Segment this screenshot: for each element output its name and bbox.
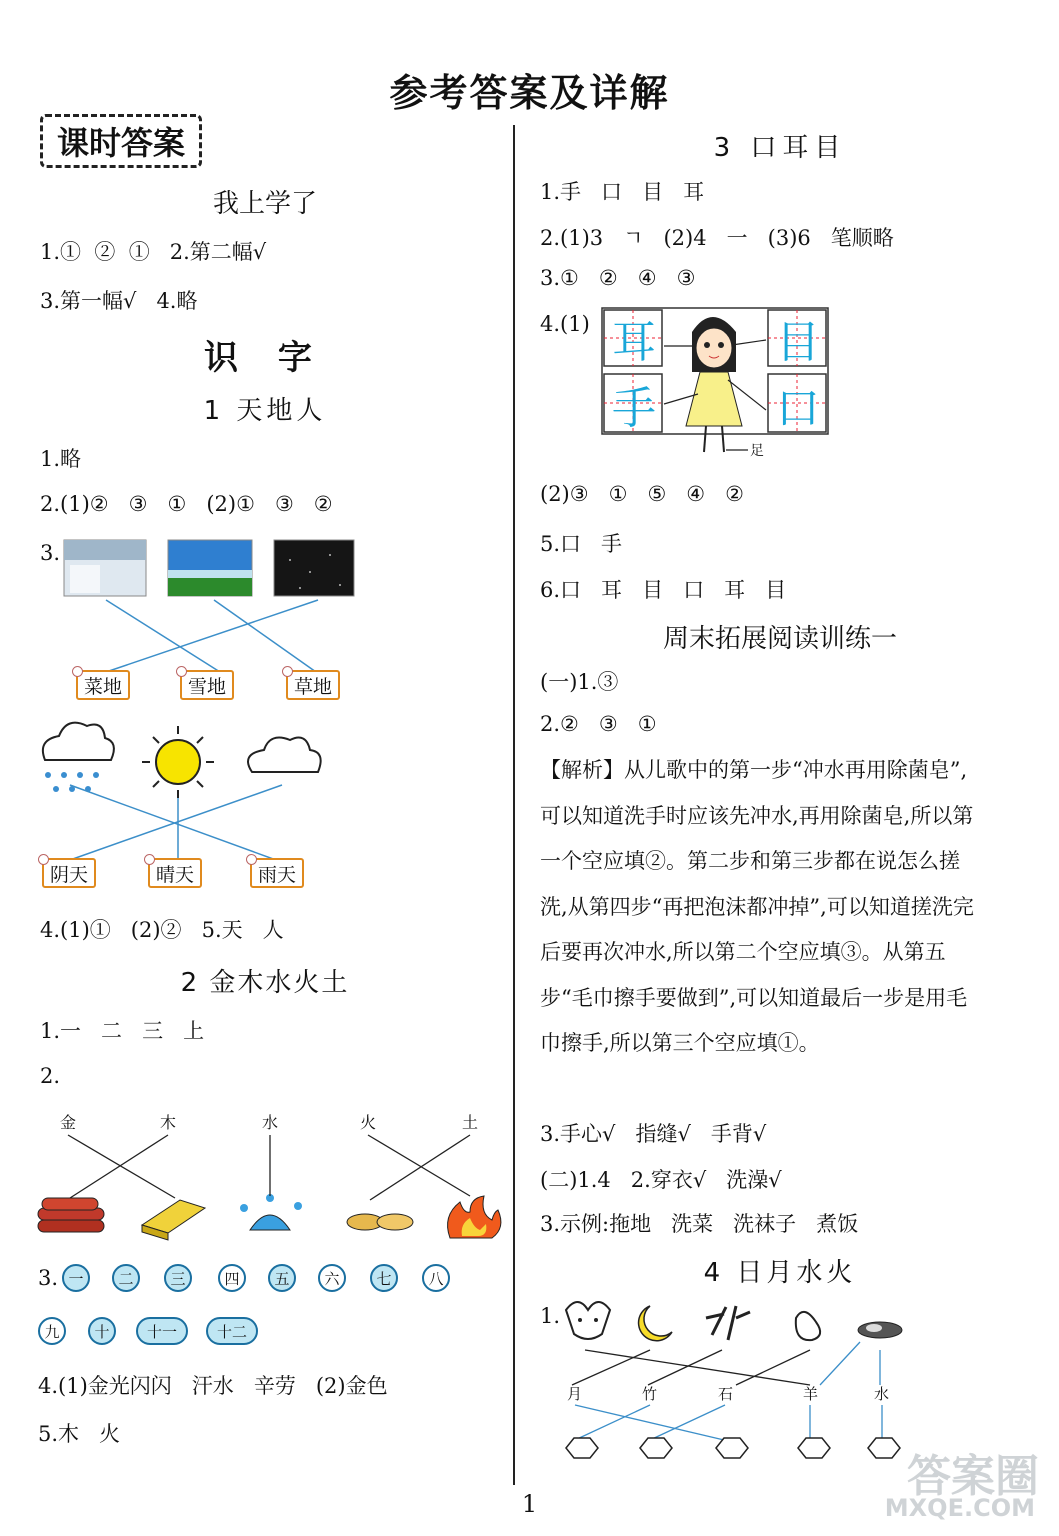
word-box: 晴天 xyxy=(148,858,202,888)
answer-line: (二)1.4 2.穿衣√ 洗澡√ xyxy=(540,1168,782,1192)
char-box: 口 xyxy=(776,383,820,434)
ancient-char-icon xyxy=(566,1438,598,1458)
answer-line: 2. xyxy=(40,1064,61,1088)
watermark: 答案圈 xyxy=(907,1451,1039,1502)
char-label: 石 xyxy=(718,1385,734,1403)
ancient-char-icon xyxy=(716,1438,748,1458)
heading-tdr: 1 天地人 xyxy=(203,396,327,426)
answer-line: 2.(1)3 ㄱ (2)4 一 (3)6 笔顺略 xyxy=(540,226,894,250)
number-circle: 二 xyxy=(112,1264,140,1292)
number-circle: 十一 xyxy=(136,1317,188,1345)
number-circle: 四 xyxy=(218,1264,246,1292)
element-label: 金 xyxy=(60,1113,77,1132)
number-circle: 十二 xyxy=(206,1317,258,1345)
number-circle: 九 xyxy=(38,1317,66,1345)
ancient-char-icon xyxy=(798,1438,830,1458)
answer-line: (2)③ ① ⑤ ④ ② xyxy=(540,482,744,506)
number-circle: 八 xyxy=(422,1264,450,1292)
char-box: 目 xyxy=(776,317,820,368)
char-box: 手 xyxy=(612,383,656,434)
heading-wsx: 我上学了 xyxy=(212,189,317,219)
answer-line: 4.(1)金光闪闪 汗水 辛劳 (2)金色 xyxy=(38,1374,388,1398)
moon-icon xyxy=(639,1306,672,1341)
answer-line: 6.口 耳 目 口 耳 目 xyxy=(540,578,787,602)
word-box: 雪地 xyxy=(180,670,234,700)
answer-line: 1.① ② ① 2.第二幅√ xyxy=(40,240,267,264)
answer-line: 2.(1)② ③ ① (2)① ③ ② xyxy=(40,492,333,516)
char-label: 竹 xyxy=(642,1385,658,1403)
answer-line: 4.(1) xyxy=(540,312,590,336)
answer-line: 2.② ③ ① xyxy=(540,712,657,736)
heading-rysh: 4 日月水火 xyxy=(703,1258,857,1288)
number-circle: 一 xyxy=(62,1264,90,1292)
page-title: 参考答案及详解 xyxy=(389,71,670,115)
element-label: 火 xyxy=(360,1113,377,1132)
answer-line: 1.略 xyxy=(40,447,82,471)
ancient-char-icon xyxy=(868,1438,900,1458)
word-box: 阴天 xyxy=(42,858,96,888)
goat-icon xyxy=(566,1302,610,1339)
ancient-char-icon xyxy=(640,1438,672,1458)
number-circle: 六 xyxy=(318,1264,346,1292)
answer-line: 3.手心√ 指缝√ 手背√ xyxy=(540,1122,767,1146)
element-label: 水 xyxy=(262,1113,279,1132)
water-drop-icon xyxy=(858,1322,902,1338)
answer-line: 3. xyxy=(38,1266,59,1290)
heading-jmshht: 2 金木水火土 xyxy=(180,968,350,998)
answer-line: 3.第一幅√ 4.略 xyxy=(40,289,198,313)
number-circle: 七 xyxy=(370,1264,398,1292)
answer-line: 3.示例:拖地 洗菜 洗袜子 煮饭 xyxy=(540,1212,859,1236)
element-label: 木 xyxy=(160,1113,177,1132)
section-tag: 课时答案 xyxy=(40,114,202,168)
heading-shizi: 识 字 xyxy=(204,338,326,378)
foot-label: 足 xyxy=(750,443,764,459)
watermark: MXQE.COM xyxy=(884,1494,1035,1522)
word-box: 菜地 xyxy=(76,670,130,700)
answer-line: 3. xyxy=(40,541,61,565)
char-label: 水 xyxy=(874,1385,890,1403)
answer-line: 1.手 口 目 耳 xyxy=(540,180,705,204)
heading-zmtz: 周末拓展阅读训练一 xyxy=(662,624,897,654)
number-circle: 三 xyxy=(164,1264,192,1292)
answer-line: 5.木 火 xyxy=(38,1422,121,1446)
bamboo-icon xyxy=(706,1306,750,1340)
page-number: 1 xyxy=(521,1490,538,1518)
answer-line: 5.口 手 xyxy=(540,532,623,556)
number-circle: 十 xyxy=(88,1317,116,1345)
char-label: 羊 xyxy=(803,1385,819,1403)
stone-icon xyxy=(796,1312,820,1340)
number-circle: 五 xyxy=(268,1264,296,1292)
word-box: 雨天 xyxy=(250,858,304,888)
element-label: 土 xyxy=(462,1113,479,1132)
answer-line: 1.一 二 三 上 xyxy=(40,1019,205,1043)
answer-line: 4.(1)① (2)② 5.天 人 xyxy=(40,918,284,942)
answer-line: (一)1.③ xyxy=(540,670,619,694)
char-label: 月 xyxy=(567,1385,583,1403)
heading-kem: 3 口耳目 xyxy=(713,133,847,163)
answer-line: 1. xyxy=(540,1304,561,1328)
answer-line: 3.① ② ④ ③ xyxy=(540,266,696,290)
analysis-paragraph: 【解析】从儿歌中的第一步“冲水再用除菌皂”,可以知道洗手时应该先冲水,再用除菌皂,所以第一个空应填②。第二步和第三步都在说怎么搓洗,从第四步“再把泡沫都冲掉”,可以知道搓洗完后要再次冲水,所以第二个空应填③。从第五步“毛巾擦手要做到”,可以知道最后一步是用毛巾擦手,所以第三个空应填①。 xyxy=(540,758,974,1055)
char-box: 耳 xyxy=(612,317,656,368)
word-box: 草地 xyxy=(286,670,340,700)
